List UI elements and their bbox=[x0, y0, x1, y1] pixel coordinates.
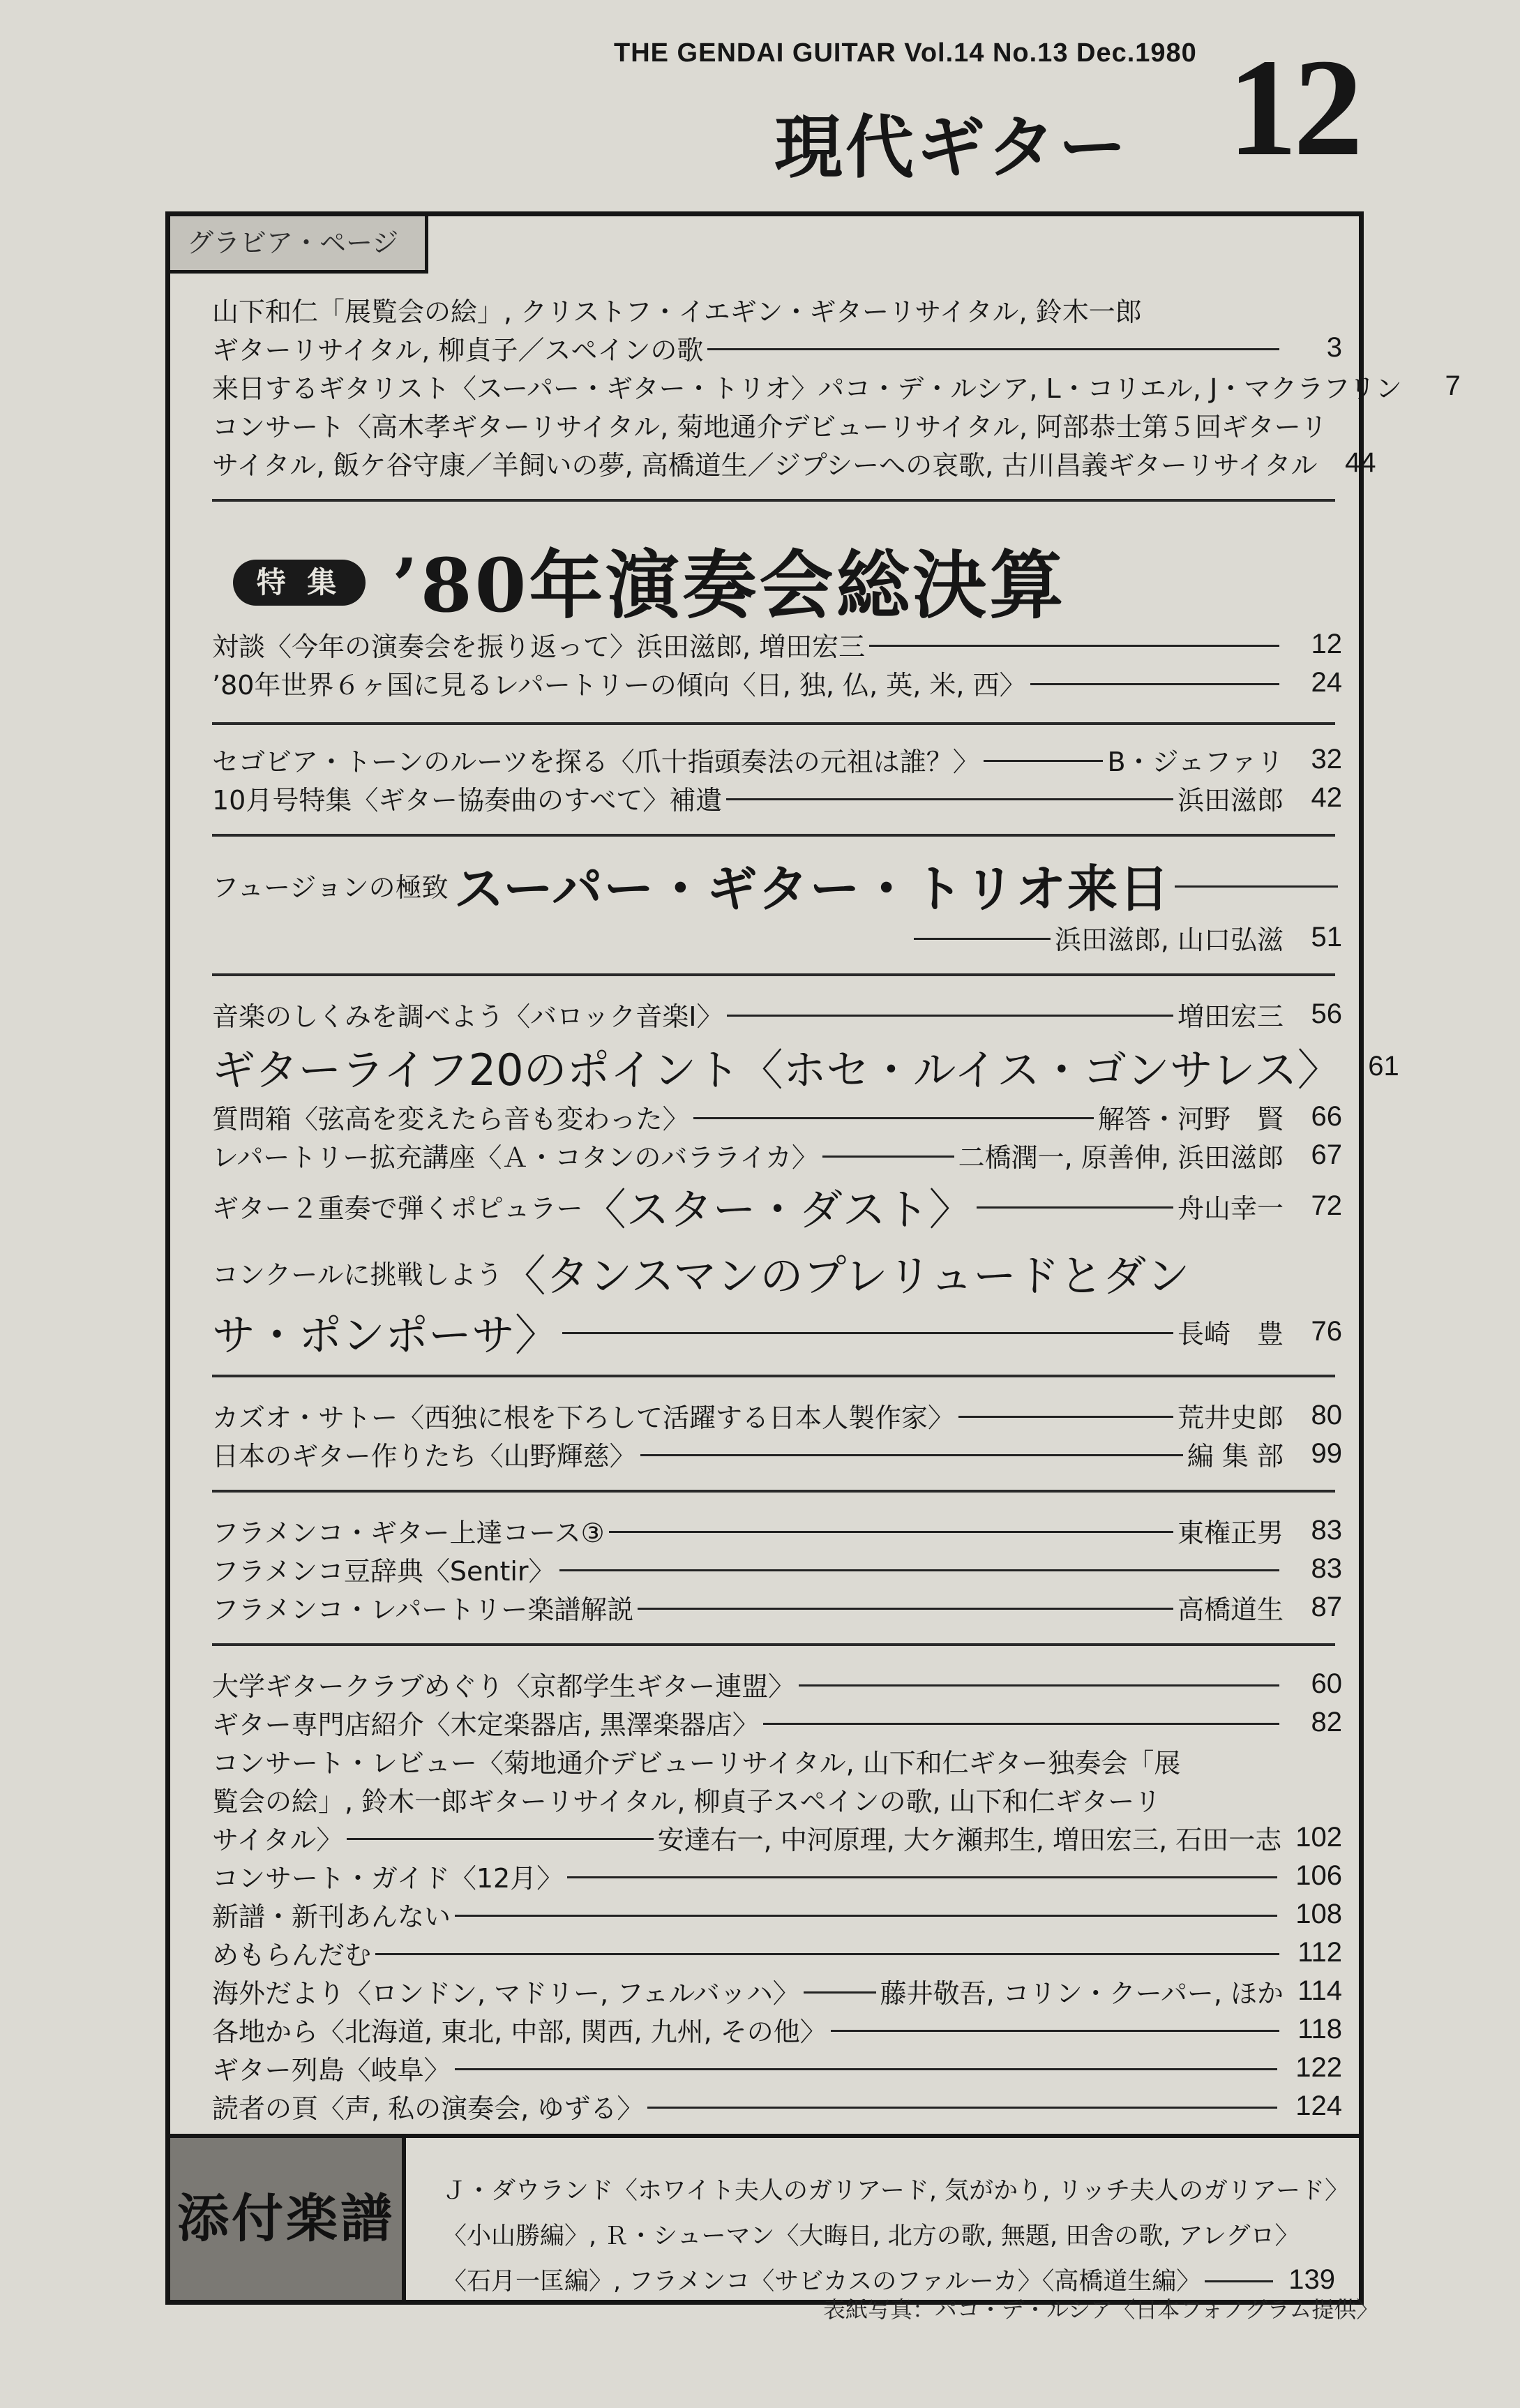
feature-badge: 特 集 bbox=[233, 560, 366, 606]
toc-row bbox=[212, 1549, 1342, 1588]
leader-line bbox=[1175, 885, 1338, 888]
contents-box bbox=[165, 211, 1461, 2305]
leader-line bbox=[727, 1015, 1173, 1017]
leader-line bbox=[347, 1838, 653, 1840]
toc-title: レパートリー拡充講座〈Ａ・コタンのバラライカ〉 bbox=[212, 1142, 819, 1173]
toc-row bbox=[212, 1305, 1342, 1361]
leader-line bbox=[693, 1117, 1094, 1119]
toc-row bbox=[212, 1135, 1342, 1174]
feature-title: ’80年演奏会総決算 bbox=[392, 541, 1067, 629]
toc-page: 108 bbox=[1295, 1898, 1342, 1929]
leader-line bbox=[799, 1684, 1279, 1687]
toc-row bbox=[212, 1511, 1342, 1550]
toc-feature-title: サ・ポンポーサ〉 bbox=[212, 1309, 559, 1361]
leader-line bbox=[822, 1156, 954, 1158]
toc-row bbox=[212, 1856, 1342, 1895]
toc-row bbox=[442, 2170, 1349, 2208]
toc-feature-title: 〈スター・ダスト〉 bbox=[582, 1183, 972, 1235]
toc-title: 海外だより〈ロンドン, マドリー, フェルバッハ〉 bbox=[212, 1977, 799, 2009]
toc-row bbox=[442, 2215, 1335, 2253]
toc-page: 51 bbox=[1311, 921, 1342, 952]
toc-author: 編 集 部 bbox=[1187, 1440, 1284, 1472]
toc-author: 二橋潤一, 原善伸, 浜田滋郎 bbox=[958, 1142, 1284, 1173]
masthead bbox=[614, 31, 1381, 188]
masthead-title: 現代ギター bbox=[774, 108, 1130, 188]
toc-page: 60 bbox=[1311, 1668, 1342, 1699]
leader-line bbox=[1205, 2280, 1273, 2282]
toc-author: 安達右一, 中河原理, 大ケ瀬邦生, 増田宏三, 石田一志 bbox=[657, 1824, 1282, 1855]
toc-title: めもらんだむ bbox=[212, 1939, 372, 1970]
toc-page: 42 bbox=[1311, 782, 1342, 813]
section-divider bbox=[212, 1375, 1335, 1377]
toc-title: 〈石月一匡編〉, フラメンコ〈サビカスのファルーカ〉〈高橋道生編〉 bbox=[442, 2268, 1201, 2296]
section-divider bbox=[212, 1643, 1335, 1646]
toc-page: 56 bbox=[1311, 998, 1342, 1029]
toc-page: 122 bbox=[1295, 2051, 1342, 2083]
toc-page: 7 bbox=[1445, 370, 1461, 401]
toc-title: 各地から〈北海道, 東北, 中部, 関西, 九州, その他〉 bbox=[212, 2016, 827, 2047]
leader-line bbox=[638, 1608, 1173, 1610]
toc-title: 質問箱〈弦高を変えたら音も変わった〉 bbox=[212, 1103, 689, 1135]
leader-line bbox=[375, 1953, 1279, 1955]
leader-line bbox=[831, 2030, 1279, 2032]
leader-line bbox=[562, 1332, 1173, 1334]
toc-title: ギター列島〈岐阜〉 bbox=[212, 2054, 451, 2086]
toc-author: 浜田滋郎 bbox=[1177, 784, 1284, 816]
toc-row bbox=[212, 851, 1342, 918]
toc-title: サイタル, 飯ケ谷守康／羊飼いの夢, 高橋道生／ジプシーへの哀歌, 古川昌義ギターリサイタル bbox=[212, 449, 1318, 481]
toc-page: 44 bbox=[1345, 447, 1376, 478]
toc-row bbox=[212, 1971, 1342, 2010]
leader-line bbox=[984, 760, 1104, 762]
toc-title: 音楽のしくみを調べよう〈バロック音楽Ⅰ〉 bbox=[212, 1001, 723, 1032]
toc-title: ギター２重奏で弾くポピュラー bbox=[212, 1192, 583, 1224]
toc-title: 〈小山勝編〉, Ｒ・シューマン〈大晦日, 北方の歌, 無題, 田舎の歌, アレグロ〉 bbox=[442, 2222, 1300, 2250]
toc-page: 114 bbox=[1297, 1975, 1342, 2006]
toc-row bbox=[212, 1434, 1342, 1473]
toc-title: ’80年世界６ヶ国に見るレパートリーの傾向〈日, 独, 仏, 英, 米, 西〉 bbox=[212, 669, 1026, 701]
toc-row bbox=[212, 1246, 1342, 1299]
toc-title: フラメンコ・レパートリー楽譜解説 bbox=[212, 1594, 634, 1625]
section-divider bbox=[212, 973, 1335, 976]
cover-photo-credit: 表紙写真：パコ・デ・ルシア〈日本フォノグラム提供〉 bbox=[823, 2296, 1379, 2323]
toc-author: 藤井敬吾, コリン・クーパー, ほか bbox=[880, 1977, 1284, 2009]
toc-page: 124 bbox=[1295, 2090, 1342, 2121]
toc-author: 東権正男 bbox=[1177, 1517, 1284, 1548]
leader-line bbox=[455, 1915, 1277, 1917]
toc-page: 24 bbox=[1311, 666, 1342, 698]
toc-page: 3 bbox=[1326, 331, 1342, 363]
leader-line bbox=[640, 1454, 1183, 1456]
toc-title: コンサート・レビュー〈菊地通介デビューリサイタル, 山下和仁ギター独奏会「展 bbox=[212, 1747, 1181, 1779]
toc-author: 長崎 豊 bbox=[1177, 1318, 1284, 1349]
toc-author: 解答・河野 賢 bbox=[1097, 1103, 1284, 1135]
leader-line bbox=[455, 2068, 1278, 2070]
toc-row bbox=[212, 1041, 1399, 1095]
gravure-tab: グラビア・ページ bbox=[170, 216, 428, 274]
toc-row bbox=[212, 1818, 1342, 1857]
toc-page: 83 bbox=[1311, 1553, 1342, 1584]
section-divider bbox=[212, 499, 1335, 502]
leader-line bbox=[567, 1876, 1277, 1878]
toc-author: 舟山幸一 bbox=[1177, 1192, 1284, 1224]
leader-line bbox=[977, 1206, 1173, 1209]
toc-title: Ｊ・ダウランド〈ホワイト夫人のガリアード, 気がかり, リッチ夫人のガリアード〉 bbox=[442, 2177, 1349, 2205]
masthead-issue-number: 12 bbox=[1228, 31, 1359, 185]
toc-page: 139 bbox=[1288, 2264, 1335, 2295]
toc-row bbox=[212, 740, 1342, 779]
toc-title: フラメンコ豆辞典〈Sentir〉 bbox=[212, 1555, 555, 1587]
toc-page: 102 bbox=[1295, 1821, 1342, 1853]
toc-page: 82 bbox=[1311, 1706, 1342, 1737]
toc-title: フラメンコ・ギター上達コース③ bbox=[212, 1517, 605, 1548]
toc-title: 来日するギタリスト〈スーパー・ギター・トリオ〉パコ・デ・ルシア, L・コリエル, J・マクラフリン bbox=[212, 373, 1402, 404]
toc-page: 72 bbox=[1311, 1190, 1342, 1221]
toc-page: 83 bbox=[1311, 1514, 1342, 1546]
toc-row bbox=[212, 1097, 1342, 1136]
leader-line bbox=[707, 348, 1279, 350]
leader-line bbox=[609, 1531, 1173, 1533]
toc-page: 87 bbox=[1311, 1591, 1342, 1622]
leader-line bbox=[763, 1723, 1279, 1725]
toc-row bbox=[212, 405, 1342, 444]
toc-page: 61 bbox=[1368, 1050, 1399, 1082]
toc-title: 新譜・新刊あんない bbox=[212, 1901, 451, 1932]
leader-line bbox=[869, 645, 1279, 647]
toc-feature-title: 〈タンスマンのプレリュードとダン bbox=[502, 1250, 1190, 1301]
toc-row bbox=[212, 1779, 1342, 1818]
toc-author: 荒井史郎 bbox=[1177, 1402, 1284, 1433]
toc-row bbox=[212, 1181, 1342, 1235]
toc-title: ギターリサイタル, 柳貞子／スペインの歌 bbox=[212, 334, 704, 366]
leader-line bbox=[1030, 683, 1279, 685]
attached-scores-label: 添付楽譜 bbox=[170, 2138, 406, 2300]
toc-author: B・ジェファリ bbox=[1107, 746, 1284, 777]
toc-row bbox=[212, 1741, 1342, 1780]
toc-row bbox=[212, 1894, 1342, 1934]
toc-page: 80 bbox=[1311, 1399, 1342, 1430]
section-divider bbox=[212, 722, 1335, 725]
leader-line bbox=[914, 938, 1051, 940]
toc-row bbox=[212, 994, 1342, 1033]
leader-line bbox=[958, 1416, 1173, 1418]
toc-row bbox=[212, 625, 1342, 664]
leader-line bbox=[647, 2107, 1277, 2109]
toc-title: 読者の頁〈声, 私の演奏会, ゆずる〉 bbox=[212, 2093, 644, 2124]
toc-title: フュージョンの極致 bbox=[212, 872, 449, 903]
toc-page: 66 bbox=[1311, 1100, 1342, 1132]
toc-row bbox=[212, 1933, 1342, 1972]
toc-title: 山下和仁「展覧会の絵」, クリストフ・イエギン・ギターリサイタル, 鈴木一郎 bbox=[212, 296, 1142, 327]
toc-page: 67 bbox=[1311, 1139, 1342, 1170]
toc-row bbox=[212, 2048, 1342, 2087]
section-divider bbox=[212, 834, 1335, 837]
toc-title: 大学ギタークラブめぐり〈京都学生ギター連盟〉 bbox=[212, 1670, 795, 1702]
toc-row bbox=[212, 290, 1342, 329]
toc-title: 日本のギター作りたち〈山野輝慈〉 bbox=[212, 1440, 636, 1472]
toc-title: 対談〈今年の演奏会を振り返って〉浜田滋郎, 増田宏三 bbox=[212, 631, 866, 662]
toc-row bbox=[212, 1587, 1342, 1626]
toc-page: 118 bbox=[1297, 2013, 1342, 2044]
toc-title: カズオ・サトー〈西独に根を下ろして活躍する日本人製作家〉 bbox=[212, 1402, 955, 1433]
toc-page: 106 bbox=[1295, 1860, 1342, 1891]
leader-line bbox=[559, 1569, 1279, 1571]
toc-page: 76 bbox=[1311, 1315, 1342, 1347]
toc-row bbox=[212, 663, 1342, 702]
toc-row bbox=[212, 328, 1342, 367]
toc-row bbox=[212, 778, 1342, 817]
toc-author: 増田宏三 bbox=[1177, 1001, 1284, 1032]
toc-row bbox=[212, 1664, 1342, 1703]
toc-title: コンクールに挑戦しよう bbox=[212, 1259, 503, 1290]
section-divider bbox=[212, 1490, 1335, 1493]
toc-page: 99 bbox=[1311, 1437, 1342, 1469]
masthead-english: THE GENDAI GUITAR Vol.14 No.13 Dec.1980 bbox=[614, 38, 1197, 68]
toc-page: 32 bbox=[1311, 743, 1342, 775]
toc-title: コンサート・ガイド〈12月〉 bbox=[212, 1862, 564, 1894]
toc-row bbox=[212, 1396, 1342, 1435]
toc-row bbox=[212, 2010, 1342, 2049]
toc-title: ギター専門店紹介〈木定楽器店, 黒澤楽器店〉 bbox=[212, 1709, 759, 1740]
toc-title: サイタル〉 bbox=[212, 1824, 343, 1855]
toc-row bbox=[212, 1703, 1342, 1742]
leader-line bbox=[726, 798, 1173, 800]
toc-row bbox=[212, 366, 1461, 405]
leader-line bbox=[804, 1991, 876, 1994]
toc-title: コンサート〈高木孝ギターリサイタル, 菊地通介デビューリサイタル, 阿部恭士第５回ギターリ bbox=[212, 411, 1327, 442]
toc-title: セゴビア・トーンのルーツを探る〈爪十指頭奏法の元祖は誰？〉 bbox=[212, 746, 979, 777]
toc-feature-title: ギターライフ20のポイント〈ホセ・ルイス・ゴンサレス〉 bbox=[212, 1044, 1341, 1095]
toc-row bbox=[212, 918, 1342, 957]
toc-title: 覧会の絵」, 鈴木一郎ギターリサイタル, 柳貞子スペインの歌, 山下和仁ギターリ bbox=[212, 1786, 1161, 1817]
toc-row bbox=[212, 2086, 1342, 2125]
toc-title: 10月号特集〈ギター協奏曲のすべて〉補遺 bbox=[212, 784, 723, 816]
toc-row bbox=[212, 443, 1376, 482]
toc-author: 浜田滋郎, 山口弘滋 bbox=[1054, 924, 1284, 955]
toc-author: 高橋道生 bbox=[1177, 1594, 1284, 1625]
toc-page: 12 bbox=[1311, 628, 1342, 659]
toc-page: 112 bbox=[1297, 1936, 1342, 1968]
toc-feature-title: スーパー・ギター・トリオ来日 bbox=[453, 860, 1171, 918]
